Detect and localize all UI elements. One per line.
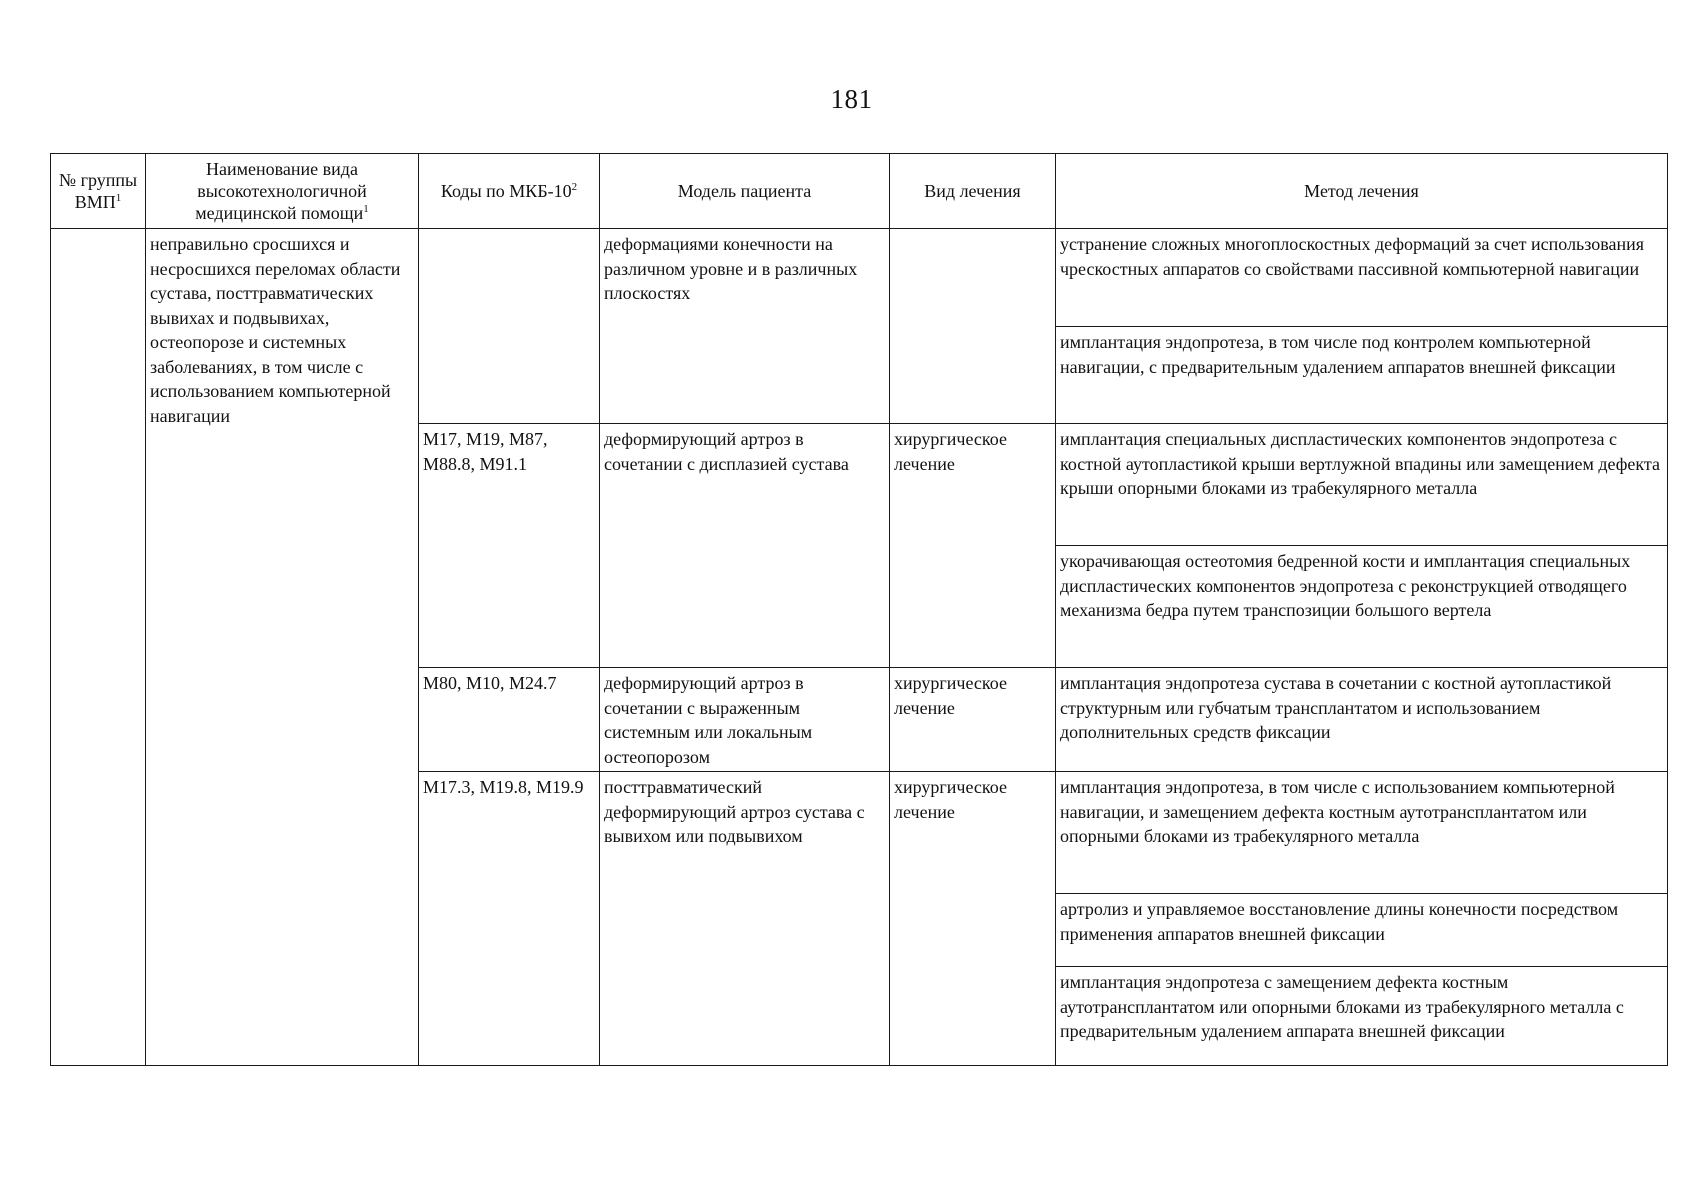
- table-row: [51, 229, 1668, 327]
- treatment-method-cell: имплантация специальных диспластических компонентов эндопротеза с костной аутопластикой крыши вертлужной впадины или замещением дефекта крыши опорными блоками из трабекулярного металла: [1056, 424, 1668, 546]
- treatment-type-cell: хирургическое лечение: [890, 668, 1056, 772]
- icd-codes-cell: [419, 229, 600, 424]
- icd-codes-cell: M80, M10, M24.7: [419, 668, 600, 772]
- page-number: 181: [830, 84, 873, 114]
- treatment-type-cell: [890, 229, 1056, 424]
- header-treatment-type: Вид лечения: [890, 154, 1056, 229]
- icd-codes-cell: M17.3, M19.8, M19.9: [419, 772, 600, 1066]
- header-patient-model: Модель пациента: [600, 154, 890, 229]
- treatment-type-cell: хирургическое лечение: [890, 424, 1056, 668]
- header-care-name: Наименование вида высокотехнологичной медицинской помощи$^1$: [146, 154, 419, 229]
- treatment-method-cell: укорачивающая остеотомия бедренной кости и имплантация специальных диспластических компонентов эндопротеза с реконструкцией отводящего механизма бедра путем транспозиции большого вертела: [1056, 546, 1668, 668]
- icd-codes-cell: M17, M19, M87, M88.8, M91.1: [419, 424, 600, 668]
- treatment-method-cell: имплантация эндопротеза, в том числе под контролем компьютерной навигации, с предварительным удалением аппаратов внешней фиксации: [1056, 327, 1668, 424]
- treatment-type-cell: хирургическое лечение: [890, 772, 1056, 1066]
- group-number-cell: [51, 229, 146, 1066]
- treatment-method-cell: имплантация эндопротеза, в том числе с использованием компьютерной навигации, и замещением дефекта костным аутотрансплантатом или опорными блоками из трабекулярного металла: [1056, 772, 1668, 894]
- treatment-method-cell: устранение сложных многоплоскостных деформаций за счет использования чрескостных аппаратов со свойствами пассивной компьютерной навигации: [1056, 229, 1668, 327]
- header-group-number: № группы ВМП$^1$: [51, 154, 146, 229]
- header-treatment-method: Метод лечения: [1056, 154, 1668, 229]
- treatment-method-cell: артролиз и управляемое восстановление длины конечности посредством применения аппаратов внешней фиксации: [1056, 894, 1668, 967]
- group-name-cell: неправильно сросшихся и несросшихся переломах области сустава, посттравматических вывихах и подвывихах, остеопорозе и системных заболеваниях, в том числе с использованием компьютерной навигации: [146, 229, 419, 1066]
- header-icd-codes: Коды по МКБ-$10^2$: [419, 154, 600, 229]
- medical-care-table: [50, 153, 1668, 1066]
- patient-model-cell: деформациями конечности на различном уровне и в различных плоскостях: [600, 229, 890, 424]
- patient-model-cell: деформирующий артроз в сочетании с выраженным системным или локальным остеопорозом: [600, 668, 890, 772]
- treatment-method-cell: имплантация эндопротеза с замещением дефекта костным аутотрансплантатом или опорными блоками из трабекулярного металла с предварительным удалением аппарата внешней фиксации: [1056, 967, 1668, 1066]
- patient-model-cell: деформирующий артроз в сочетании с дисплазией сустава: [600, 424, 890, 668]
- table-header-row: [51, 154, 1668, 229]
- patient-model-cell: посттравматический деформирующий артроз сустава с вывихом или подвывихом: [600, 772, 890, 1066]
- treatment-method-cell: имплантация эндопротеза сустава в сочетании с костной аутопластикой структурным или губчатым трансплантатом и использованием дополнительных средств фиксации: [1056, 668, 1668, 772]
